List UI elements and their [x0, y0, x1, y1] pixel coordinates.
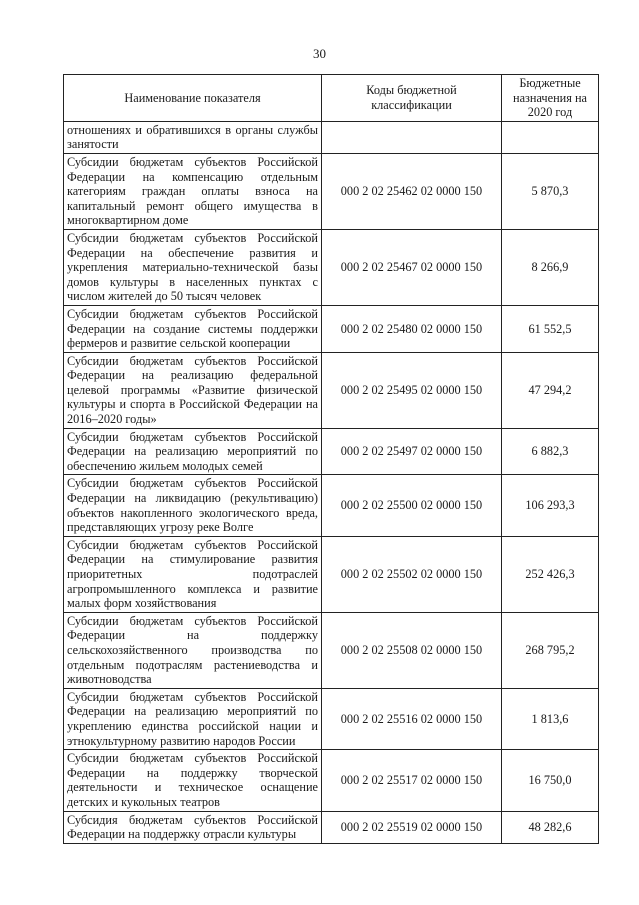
row-amount-cell: 1 813,6 — [502, 688, 599, 749]
row-code-cell: 000 2 02 25519 02 0000 150 — [322, 811, 502, 843]
table-row — [64, 153, 599, 229]
row-name-cell: Субсидии бюджетам субъектов Российской Федерации на обеспечение развития и укрепления материально-технической базы домов культуры в населенных пунктах с числом жителей до 50 тысяч человек — [64, 229, 322, 305]
page-number: 30 — [313, 46, 326, 61]
row-amount-cell: 8 266,9 — [502, 229, 599, 305]
row-code-cell: 000 2 02 25500 02 0000 150 — [322, 475, 502, 536]
row-amount-cell: 268 795,2 — [502, 612, 599, 688]
row-code-cell: 000 2 02 25462 02 0000 150 — [322, 153, 502, 229]
header-amount: Бюджетные назначения на 2020 год — [502, 75, 599, 122]
table-row — [64, 305, 599, 352]
row-amount-cell: 6 882,3 — [502, 428, 599, 475]
row-name-cell: Субсидии бюджетам субъектов Российской Федерации на создание системы поддержки фермеров и развитие сельской кооперации — [64, 305, 322, 352]
row-code-cell: 000 2 02 25495 02 0000 150 — [322, 352, 502, 428]
row-amount-cell: 47 294,2 — [502, 352, 599, 428]
row-name-cell: Субсидии бюджетам субъектов Российской Федерации на реализацию федеральной целевой программы «Развитие физической культуры и спорта в Российской Федерации на 2016–2020 годы» — [64, 352, 322, 428]
row-name-cell: Субсидии бюджетам субъектов Российской Федерации на компенсацию отдельным категориям граждан оплаты взноса на капитальный ремонт общего имущества в многоквартирном доме — [64, 153, 322, 229]
table-row — [64, 352, 599, 428]
table-row — [64, 688, 599, 749]
header-name: Наименование показателя — [64, 75, 322, 122]
table-row — [64, 475, 599, 536]
row-amount-cell: 106 293,3 — [502, 475, 599, 536]
row-amount-cell: 5 870,3 — [502, 153, 599, 229]
row-code-cell: 000 2 02 25502 02 0000 150 — [322, 536, 502, 612]
table-row — [64, 121, 599, 153]
table-row — [64, 612, 599, 688]
row-code-cell: 000 2 02 25517 02 0000 150 — [322, 750, 502, 811]
row-name-cell: отношениях и обратившихся в органы службы занятости — [64, 121, 322, 153]
row-code-cell: 000 2 02 25516 02 0000 150 — [322, 688, 502, 749]
row-amount-cell: 48 282,6 — [502, 811, 599, 843]
row-name-cell: Субсидии бюджетам субъектов Российской Федерации на поддержку сельскохозяйственного производства по отдельным подотраслям растениеводства и животноводства — [64, 612, 322, 688]
table-row — [64, 750, 599, 811]
table-row — [64, 229, 599, 305]
table-row — [64, 536, 599, 612]
row-name-cell: Субсидии бюджетам субъектов Российской Федерации на поддержку творческой деятельности и техническое оснащение детских и кукольных театров — [64, 750, 322, 811]
row-code-cell — [322, 121, 502, 153]
table-row — [64, 811, 599, 843]
row-code-cell: 000 2 02 25480 02 0000 150 — [322, 305, 502, 352]
row-code-cell: 000 2 02 25467 02 0000 150 — [322, 229, 502, 305]
row-name-cell: Субсидии бюджетам субъектов Российской Федерации на реализацию мероприятий по укреплению единства российской нации и этнокультурному развитию народов России — [64, 688, 322, 749]
budget-table — [63, 74, 599, 844]
row-amount-cell — [502, 121, 599, 153]
row-code-cell: 000 2 02 25508 02 0000 150 — [322, 612, 502, 688]
row-name-cell: Субсидии бюджетам субъектов Российской Федерации на реализацию мероприятий по обеспечению жильем молодых семей — [64, 428, 322, 475]
row-amount-cell: 61 552,5 — [502, 305, 599, 352]
row-name-cell: Субсидия бюджетам субъектов Российской Федерации на поддержку отрасли культуры — [64, 811, 322, 843]
table-row — [64, 428, 599, 475]
row-name-cell: Субсидии бюджетам субъектов Российской Федерации на стимулирование развития приоритетных подотраслей агропромышленного комплекса и развитие малых форм хозяйствования — [64, 536, 322, 612]
row-code-cell: 000 2 02 25497 02 0000 150 — [322, 428, 502, 475]
row-name-cell: Субсидии бюджетам субъектов Российской Федерации на ликвидацию (рекультивацию) объектов накопленного экологического вреда, представляющих угрозу реке Волге — [64, 475, 322, 536]
header-code: Коды бюджетной классификации — [322, 75, 502, 122]
table-header-row — [64, 75, 599, 122]
row-amount-cell: 16 750,0 — [502, 750, 599, 811]
row-amount-cell: 252 426,3 — [502, 536, 599, 612]
